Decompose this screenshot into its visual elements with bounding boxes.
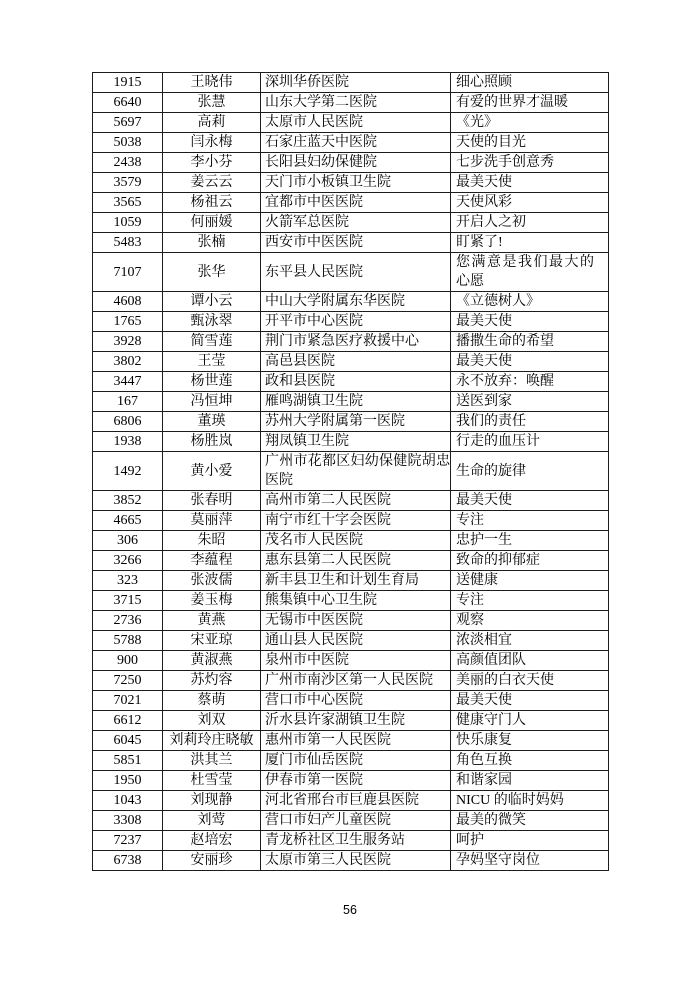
cell-work-title: 观察 [451,611,609,631]
cell-work-title: 角色互换 [451,751,609,771]
cell-name: 刘现静 [163,791,261,811]
cell-hospital: 东平县人民医院 [261,253,451,292]
cell-work-title: 您满意是我们最大的心愿 [451,253,609,292]
cell-name: 刘莉玲庄晓敏 [163,731,261,751]
cell-hospital: 惠州市第一人民医院 [261,731,451,751]
table-row [93,193,609,213]
cell-hospital: 广州市花都区妇幼保健院胡忠医院 [261,452,451,491]
cell-name: 王晓伟 [163,73,261,93]
cell-hospital: 太原市人民医院 [261,113,451,133]
cell-hospital: 翔凤镇卫生院 [261,432,451,452]
cell-name: 宋亚琼 [163,631,261,651]
table-row [93,731,609,751]
cell-entry-id: 6045 [93,731,163,751]
cell-hospital: 无锡市中医医院 [261,611,451,631]
cell-name: 高莉 [163,113,261,133]
cell-name: 刘莺 [163,811,261,831]
cell-entry-id: 900 [93,651,163,671]
cell-entry-id: 7250 [93,671,163,691]
cell-name: 冯恒坤 [163,392,261,412]
table-row [93,233,609,253]
cell-work-title: 呵护 [451,831,609,851]
cell-name: 甄泳翠 [163,312,261,332]
cell-hospital: 太原市第三人民医院 [261,851,451,871]
cell-hospital: 山东大学第二医院 [261,93,451,113]
cell-hospital: 熊集镇中心卫生院 [261,591,451,611]
table-row [93,671,609,691]
cell-name: 洪其兰 [163,751,261,771]
cell-work-title: 天使的目光 [451,133,609,153]
cell-name: 谭小云 [163,292,261,312]
cell-name: 姜云云 [163,173,261,193]
cell-work-title: 最美天使 [451,312,609,332]
cell-work-title: 忠护一生 [451,531,609,551]
cell-hospital: 广州市南沙区第一人民医院 [261,671,451,691]
cell-name: 杜雪莹 [163,771,261,791]
cell-name: 黄淑燕 [163,651,261,671]
cell-hospital: 苏州大学附属第一医院 [261,412,451,432]
cell-work-title: 最美天使 [451,352,609,372]
cell-work-title: 永不放弃：唤醒 [451,372,609,392]
cell-work-title: 行走的血压计 [451,432,609,452]
cell-work-title: 《光》 [451,113,609,133]
cell-name: 杨世莲 [163,372,261,392]
cell-entry-id: 4665 [93,511,163,531]
cell-entry-id: 306 [93,531,163,551]
cell-name: 张春明 [163,491,261,511]
cell-work-title: 细心照顾 [451,73,609,93]
cell-hospital: 石家庄蓝天中医院 [261,133,451,153]
table-row [93,93,609,113]
cell-name: 何丽媛 [163,213,261,233]
cell-work-title: 最美天使 [451,691,609,711]
cell-work-title: 最美天使 [451,491,609,511]
cell-work-title: 送医到家 [451,392,609,412]
table-row [93,751,609,771]
cell-entry-id: 3802 [93,352,163,372]
table-row [93,332,609,352]
table-row [93,392,609,412]
cell-hospital: 政和县医院 [261,372,451,392]
table-row [93,173,609,193]
cell-entry-id: 167 [93,392,163,412]
cell-entry-id: 2736 [93,611,163,631]
cell-work-title: 专注 [451,511,609,531]
table-row [93,352,609,372]
cell-entry-id: 6738 [93,851,163,871]
cell-entry-id: 3928 [93,332,163,352]
cell-name: 董瑛 [163,412,261,432]
table-row [93,631,609,651]
cell-entry-id: 1950 [93,771,163,791]
cell-work-title: 播撒生命的希望 [451,332,609,352]
table-row [93,571,609,591]
cell-name: 蔡萌 [163,691,261,711]
cell-work-title: 生命的旋律 [451,452,609,491]
cell-name: 朱昭 [163,531,261,551]
table-row [93,511,609,531]
cell-name: 张慧 [163,93,261,113]
table-row [93,811,609,831]
table-row [93,253,609,292]
cell-name: 黄燕 [163,611,261,631]
cell-entry-id: 1492 [93,452,163,491]
page-number: 56 [343,903,357,917]
cell-entry-id: 3579 [93,173,163,193]
cell-work-title: 健康守门人 [451,711,609,731]
table-row [93,452,609,491]
cell-work-title: 天使风彩 [451,193,609,213]
cell-entry-id: 5483 [93,233,163,253]
cell-entry-id: 5851 [93,751,163,771]
cell-hospital: 深圳华侨医院 [261,73,451,93]
cell-hospital: 雁鸣湖镇卫生院 [261,392,451,412]
cell-entry-id: 1915 [93,73,163,93]
cell-hospital: 开平市中心医院 [261,312,451,332]
cell-entry-id: 7021 [93,691,163,711]
cell-name: 赵培宏 [163,831,261,851]
cell-name: 莫丽萍 [163,511,261,531]
cell-hospital: 伊春市第一医院 [261,771,451,791]
cell-hospital: 高州市第二人民医院 [261,491,451,511]
table-row [93,113,609,133]
cell-entry-id: 5038 [93,133,163,153]
cell-work-title: 开启人之初 [451,213,609,233]
table-row [93,831,609,851]
cell-work-title: 送健康 [451,571,609,591]
table-row [93,551,609,571]
cell-hospital: 茂名市人民医院 [261,531,451,551]
cell-hospital: 青龙桥社区卫生服务站 [261,831,451,851]
cell-work-title: 孕妈坚守岗位 [451,851,609,871]
table-row [93,292,609,312]
cell-work-title: 美丽的白衣天使 [451,671,609,691]
cell-name: 黄小爱 [163,452,261,491]
table-row [93,312,609,332]
cell-hospital: 营口市中心医院 [261,691,451,711]
table-row [93,611,609,631]
cell-name: 李蕴程 [163,551,261,571]
table-row [93,372,609,392]
cell-entry-id: 3447 [93,372,163,392]
table-row [93,591,609,611]
cell-entry-id: 3852 [93,491,163,511]
cell-work-title: 最美的微笑 [451,811,609,831]
cell-entry-id: 1043 [93,791,163,811]
roster-rows [93,73,609,871]
cell-entry-id: 2438 [93,153,163,173]
cell-hospital: 厦门市仙岳医院 [261,751,451,771]
cell-hospital: 中山大学附属东华医院 [261,292,451,312]
cell-name: 杨胜岚 [163,432,261,452]
cell-hospital: 长阳县妇幼保健院 [261,153,451,173]
cell-work-title: 和谐家园 [451,771,609,791]
cell-work-title: 最美天使 [451,173,609,193]
cell-entry-id: 5697 [93,113,163,133]
cell-entry-id: 1059 [93,213,163,233]
cell-name: 张波儒 [163,571,261,591]
table-row [93,851,609,871]
table-row [93,791,609,811]
cell-name: 简雪莲 [163,332,261,352]
cell-hospital: 新丰县卫生和计划生育局 [261,571,451,591]
cell-name: 苏灼容 [163,671,261,691]
cell-entry-id: 6612 [93,711,163,731]
cell-name: 李小芬 [163,153,261,173]
cell-entry-id: 4608 [93,292,163,312]
table-row [93,133,609,153]
cell-name: 张楠 [163,233,261,253]
cell-name: 刘双 [163,711,261,731]
cell-entry-id: 6806 [93,412,163,432]
cell-name: 闫永梅 [163,133,261,153]
roster-table [92,72,609,871]
table-row [93,531,609,551]
cell-name: 杨祖云 [163,193,261,213]
cell-hospital: 沂水县许家湖镇卫生院 [261,711,451,731]
cell-entry-id: 6640 [93,93,163,113]
cell-hospital: 河北省邢台市巨鹿县医院 [261,791,451,811]
table-row [93,771,609,791]
cell-entry-id: 3565 [93,193,163,213]
cell-hospital: 惠东县第二人民医院 [261,551,451,571]
cell-work-title: 浓淡相宜 [451,631,609,651]
table-row [93,412,609,432]
cell-hospital: 高邑县医院 [261,352,451,372]
cell-hospital: 通山县人民医院 [261,631,451,651]
cell-hospital: 宜都市中医医院 [261,193,451,213]
cell-entry-id: 1765 [93,312,163,332]
cell-entry-id: 3308 [93,811,163,831]
cell-work-title: 快乐康复 [451,731,609,751]
cell-work-title: 致命的抑郁症 [451,551,609,571]
cell-name: 姜玉梅 [163,591,261,611]
table-row [93,491,609,511]
cell-work-title: 《立德树人》 [451,292,609,312]
cell-hospital: 西安市中医医院 [261,233,451,253]
cell-work-title: 盯紧了! [451,233,609,253]
cell-hospital: 泉州市中医院 [261,651,451,671]
cell-hospital: 天门市小板镇卫生院 [261,173,451,193]
cell-name: 安丽珍 [163,851,261,871]
cell-work-title: 七步洗手创意秀 [451,153,609,173]
cell-hospital: 营口市妇产儿童医院 [261,811,451,831]
cell-hospital: 火箭军总医院 [261,213,451,233]
cell-entry-id: 7237 [93,831,163,851]
cell-entry-id: 7107 [93,253,163,292]
cell-entry-id: 3266 [93,551,163,571]
table-row [93,691,609,711]
table-row [93,432,609,452]
cell-work-title: 有爱的世界才温暖 [451,93,609,113]
cell-name: 王莹 [163,352,261,372]
cell-entry-id: 1938 [93,432,163,452]
cell-work-title: 专注 [451,591,609,611]
table-row [93,651,609,671]
cell-work-title: 我们的责任 [451,412,609,432]
cell-hospital: 南宁市红十字会医院 [261,511,451,531]
table-row [93,73,609,93]
cell-entry-id: 3715 [93,591,163,611]
cell-name: 张华 [163,253,261,292]
cell-work-title: 高颜值团队 [451,651,609,671]
cell-work-title: NICU 的临时妈妈 [451,791,609,811]
cell-entry-id: 5788 [93,631,163,651]
table-row [93,711,609,731]
cell-entry-id: 323 [93,571,163,591]
cell-hospital: 荆门市紧急医疗救援中心 [261,332,451,352]
table-row [93,213,609,233]
table-row [93,153,609,173]
